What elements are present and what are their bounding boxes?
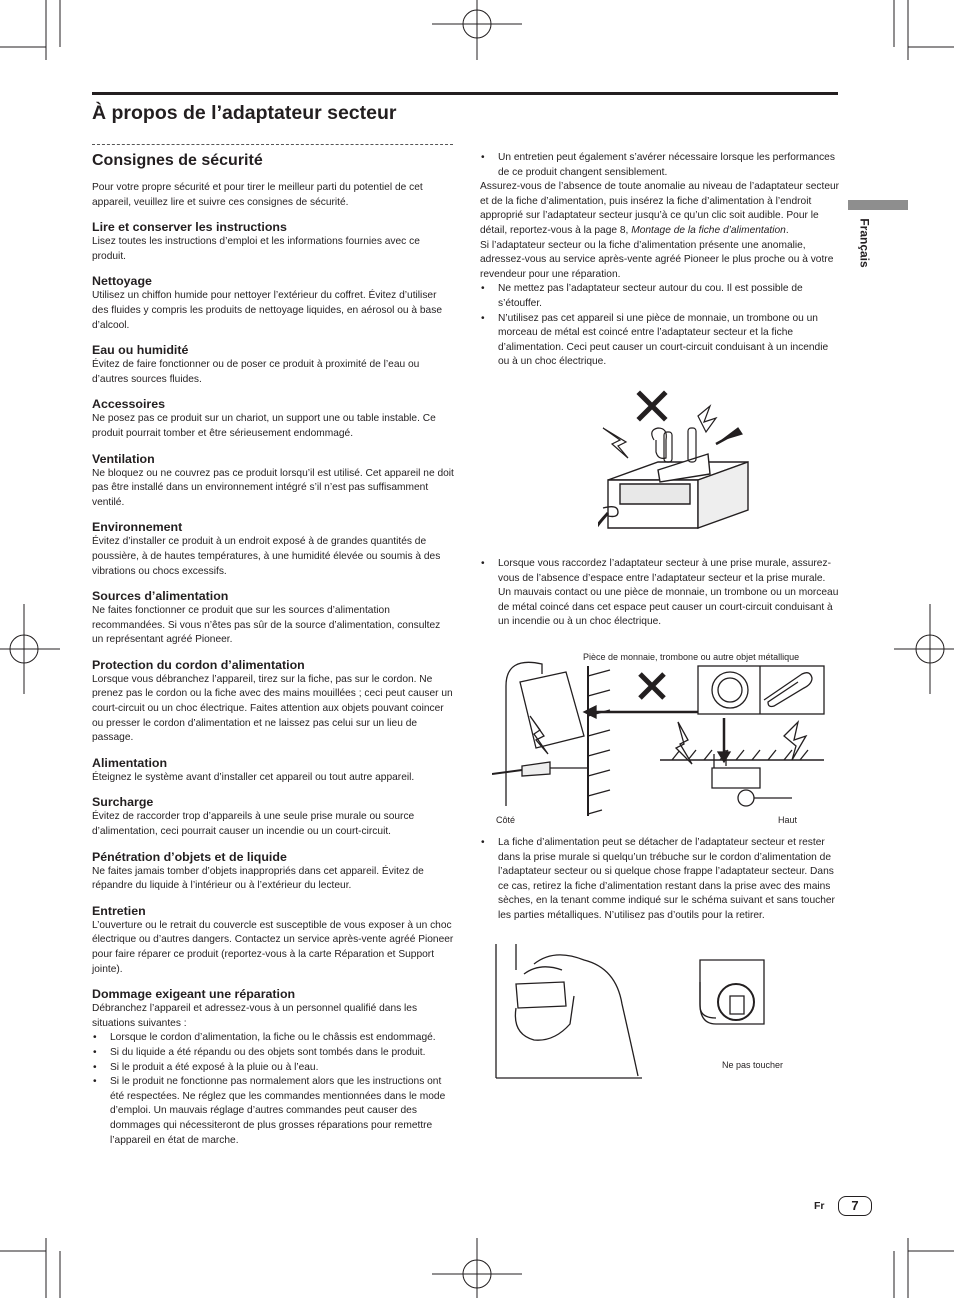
item-heading: Alimentation [92,755,168,770]
item-heading: Entretien [92,903,146,918]
item-heading: Environnement [92,520,183,535]
figure2-caption: Pièce de monnaie, trombone ou autre objet métallique [583,652,800,662]
footer-language-code: Fr [814,1200,825,1212]
figure-adapter-paperclip [598,388,788,548]
figure2-side-label: Côté [496,815,516,825]
item-text: Ne faites fonctionner ce produit que sur les sources d’alimentation recommandées. Si vous n’êtes pas sûr de la source d’alimentation, consultez un représentant agréé Pioneer. [92,605,441,646]
paragraph-check-adapter-text: Assurez-vous de l’absence de toute anomalie au niveau de l’adaptateur secteur et de la fiche d’alimentation, puis insérez la fiche d’alimentation à l’endroit approprié sur l’adaptateur secteur jusqu’à ce qu’un clic soit audible. Pour le détail, reportez-vous à la page 8, [480,181,840,236]
damage-bullet: • Si le produit ne fonctionne pas normalement alors que les instructions ont été respectées. Ne réglez que les commandes mentionnées dans le mode d’emploi. Un mauvais réglage d’autres commandes peut causer des dommages qui nécessiteront de plus grosses réparations pour remettre l’appareil en état de marche. [92,1075,454,1148]
bullet-gap: • Lorsque vous raccordez l’adaptateur secteur à une prise murale, assurez-vous de l’absence d’espace entre l’adaptateur secteur et la prise murale. Un mauvais contact ou une pièce de monnaie, un trombone ou un morceau de métal coincé dans cet espace peut causer un court-circuit conduisant à un incendie ou à un choc électrique. [480,557,840,630]
bullet-coin: • N’utilisez pas cet appareil si une pièce de monnaie, un trombone ou un morceau de métal est coincé entre l’adaptateur secteur et la fiche d’alimentation. Ceci peut causer un court-circuit conduisant à un incendie ou à un choc électrique. [480,312,840,370]
language-tab-bar [848,200,908,210]
item-text: Utilisez un chiffon humide pour nettoyer l’extérieur du coffret. Évitez d’utiliser des fluides y compris les produits de nettoyage liquides, en aérosol ou à base d’alcool. [92,290,442,331]
item-heading: Accessoires [92,397,166,412]
item-text: Ne bloquez ou ne couvrez pas ce produit lorsqu’il est utilisé. Cet appareil ne doit pas être installé dans un environnement intégré s’il n’est pas suffisamment ventilé. [92,467,454,508]
item-text: Débranchez l’appareil et adressez-vous à un personnel qualifié dans les situations suivantes : [92,1003,418,1029]
item-text: Évitez de faire fonctionner ou de poser ce produit à proximité de l’eau ou d’autres sources fluides. [92,359,420,385]
paragraph-anomaly: Si l’adaptateur secteur ou la fiche d’alimentation présente une anomalie, adressez-vous au service après-vente agréé Pioneer le plus proche ou à votre revendeur pour une réparation. [480,239,834,280]
title-rule [92,92,838,95]
bullet-neck: • Ne mettez pas l’adaptateur secteur autour du cou. Il est possible de s’étouffer. [480,282,840,311]
item-text: Lisez toutes les instructions d’emploi et les informations fournies avec ce produit. [92,236,420,262]
page-number: 7 [838,1196,872,1216]
bullet-maintenance: • Un entretien peut également s’avérer nécessaire lorsque les performances de ce produit changent sensiblement. [480,151,840,180]
item-heading: Eau ou humidité [92,343,189,358]
language-tab-label: Français [857,218,872,268]
damage-bullet-list [92,1031,454,1148]
right-column-top [480,151,840,370]
right-column-bottom [480,836,840,924]
paragraph-check-adapter-end: . [785,224,789,236]
intro-paragraph: Pour votre propre sécurité et pour tirer le meilleur parti du potentiel de cet appareil, veuillez lire et suivre ces consignes de sécurité. [92,182,423,208]
figure3-caption: Ne pas toucher [722,1060,784,1070]
item-heading: Nettoyage [92,274,152,289]
right-column-mid [480,557,840,630]
page-title: À propos de l’adaptateur secteur [92,102,397,124]
safety-items [92,220,454,1031]
figure2-top-label: Haut [778,815,798,825]
item-text: Éteignez le système avant d’installer cet appareil ou tout autre appareil. [92,771,415,783]
item-heading: Dommage exigeant une réparation [92,987,296,1002]
left-column [92,181,454,1148]
paragraph-check-adapter [480,180,840,238]
item-text: L’ouverture ou le retrait du couvercle est susceptible de vous exposer à un choc électrique ou d’autres dangers. Contactez un service après-vente agréé Pioneer pour faire réparer ce produit (reportez-vous à la carte Réparation et Support jointe). [92,919,454,975]
item-heading: Sources d’alimentation [92,589,229,604]
item-heading: Surcharge [92,795,154,810]
section-title: Consignes de sécurité [92,152,263,169]
page-reference: Montage de la fiche d’alimentation [631,224,786,236]
item-heading: Ventilation [92,451,155,466]
item-heading: Pénétration d’objets et de liquide [92,849,287,864]
damage-bullet: • Lorsque le cordon d’alimentation, la fiche ou le châssis est endommagé. [92,1031,454,1046]
dashed-divider [92,144,453,145]
item-text: Ne faites jamais tomber d’objets inappropriés dans cet appareil. Évitez de répandre du liquide à l’intérieur ou à l’extérieur du lecteur. [92,865,424,892]
damage-bullet: • Si le produit a été exposé à la pluie ou à l’eau. [92,1061,454,1076]
language-tab [848,216,874,276]
item-text: Lorsque vous débranchez l’appareil, tirez sur la fiche, pas sur le cordon. Ne prenez pas le cordon ou la fiche avec des mains mouillées ; ceci peut causer un court-circuit ou un choc électrique. Faites attention aux objets pouvant coincer ou presser le cordon d’alimentation et ne laissez pas celui sur un lieu de passage. [92,673,453,744]
item-text: Évitez de raccorder trop d’appareils à une seule prise murale ou source d’alimentation, ceci pourrait causer un incendie ou un court-circuit. [92,811,415,838]
figure-wall-gap [492,656,832,821]
item-heading: Lire et conserver les instructions [92,220,287,235]
item-heading: Protection du cordon d’alimentation [92,657,305,672]
item-text: Ne posez pas ce produit sur un chariot, un support une ou table instable. Ce produit pourrait tomber et être sérieusement endommagé. [92,413,436,439]
item-text: Évitez d’installer ce produit à un endroit exposé à de grandes quantités de poussière, à de hautes températures, à une humidité élevée ou soumis à des vibrations ou chocs excessifs. [92,536,441,577]
bullet-plug-detach: • La fiche d’alimentation peut se détacher de l’adaptateur secteur et rester dans la prise murale si quelqu’un trébuche sur le cordon d’alimentation de l’adaptateur secteur ou si quelque chose frappe l’adaptateur secteur. Dans ce cas, retirez la fiche d’alimentation restant dans la prise avec des mains sèches, en la tenant comme indiqué sur le schéma suivant et sans toucher les parties métalliques. N’utilisez pas d’outils pour la retirer. [480,836,840,924]
damage-bullet: • Si du liquide a été répandu ou des objets sont tombés dans le produit. [92,1046,454,1061]
